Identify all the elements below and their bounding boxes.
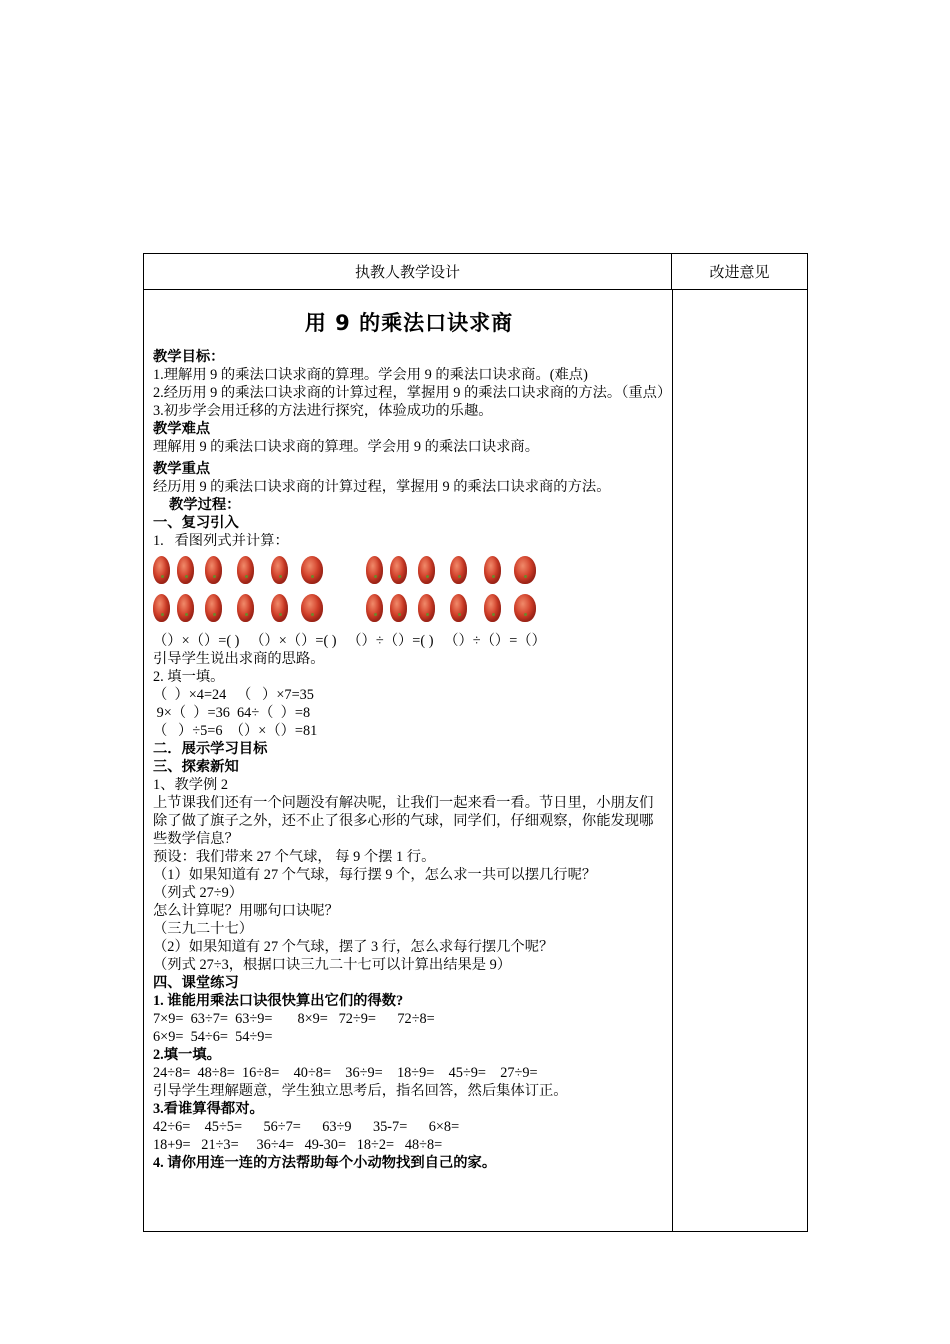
goal-item: 1.理解用 9 的乘法口诀求商的算理。学会用 9 的乘法口诀求商。(难点) [153,367,588,383]
practice-q1: 1. 谁能用乘法口诀很快算出它们的得数? [153,993,404,1009]
apple-icon [418,594,435,622]
practice-line: 18+9= 21÷3= 36÷4= 49-30= 18÷2= 48÷8= [153,1137,443,1153]
explore-line: （1）如果知道有 27 个气球，每行摆 9 个，怎么求一共可以摆几行呢？ [153,867,597,883]
apple-icon [205,556,222,584]
column-divider [672,290,673,1231]
practice-line: 6×9= 54÷6= 54÷9= [153,1029,273,1045]
apple-icon [366,556,383,584]
practice-line: 7×9= 63÷7= 63÷9= 8×9= 72÷9= 72÷8= [153,1011,435,1027]
section-practice: 四、课堂练习 [153,975,239,991]
apple-icon [205,594,222,622]
practice-q4: 4. 请你用连一连的方法帮助每个小动物找到自己的家。 [153,1155,497,1171]
apple-icon [366,594,383,622]
apple-icon [271,556,288,584]
example-heading: 1、教学例 2 [153,777,229,793]
explore-line: 预设：我们带来 27 个气球， 每 9 个摆 1 行。 [153,849,436,865]
section-review: 一、复习引入 [153,515,239,531]
lesson-plan-table [143,253,808,1232]
fill-line: （ ）×4=24 （ ）×7=35 [153,687,314,703]
header-teacher-design: 执教人教学设计 [144,254,672,290]
keypoint-heading: 教学重点 [153,461,211,477]
apple-icon [450,556,467,584]
apple-icon [301,556,323,584]
practice-guide: 引导学生理解题意，学生独立思考后，指名回答，然后集体订正。 [153,1083,568,1099]
apple-icon [450,594,467,622]
apples-row-top [153,556,665,586]
apple-icon [153,556,170,584]
explore-line: （列式 27÷3，根据口诀三九二十七可以计算出结果是 9） [153,957,512,973]
apple-icon [484,556,501,584]
apple-icon [237,556,254,584]
practice-line: 24÷8= 48÷8= 16÷8= 40÷8= 36÷9= 18÷9= 45÷9= 27÷9= [153,1065,538,1081]
practice-q3: 3.看谁算得都对。 [153,1101,264,1117]
section-goals: 二．展示学习目标 [153,741,268,757]
review-item-1: 1. 看图列式并计算： [153,533,289,549]
difficulty-heading: 教学难点 [153,421,211,437]
keypoint-text: 经历用 9 的乘法口诀求商的计算过程，掌握用 9 的乘法口诀求商的方法。 [153,479,611,495]
apple-icon [390,556,407,584]
practice-line: 42÷6= 45÷5= 56÷7= 63÷9 35-7= 6×8= [153,1119,460,1135]
goal-item: 3.初步学会用迁移的方法进行探究，体验成功的乐趣。 [153,403,493,419]
explore-paragraph: 上节课我们还有一个问题没有解决呢，让我们一起来看一看。节日里，小朋友们除了做了旗子之外，还不止了很多心形的气球，同学们，仔细观察，你能发现哪些数学信息？ [153,795,654,847]
header-improvement: 改进意见 [672,254,807,290]
apple-icon [514,594,536,622]
section-explore: 三、探索新知 [153,759,239,775]
apple-icon [177,594,194,622]
formula-line: （）×（）=( ) （）×（）=( ) （）÷（）=( ) （）÷（）=（） [153,633,546,649]
practice-q2: 2.填一填。 [153,1047,221,1063]
lesson-content [153,290,672,1172]
apple-icon [514,556,536,584]
fill-line: 9×（ ）=36 64÷（ ）=8 [153,705,311,721]
explore-line: （三九二十七） [153,921,254,937]
lesson-title: 用 9 的乘法口诀求商 [304,311,514,335]
guide-text: 引导学生说出求商的思路。 [153,651,325,667]
apple-icon [177,556,194,584]
apple-icon [271,594,288,622]
goals-heading: 教学目标： [153,349,225,365]
explore-line: 怎么计算呢？用哪句口诀呢？ [153,903,339,919]
apple-icon [418,556,435,584]
apple-icon [484,594,501,622]
explore-line: （列式 27÷9） [153,885,244,901]
process-heading: 教学过程： [169,497,241,513]
fill-line: （ ）÷5=6 （）×（）=81 [153,723,318,739]
apple-icon [390,594,407,622]
explore-line: （2）如果知道有 27 个气球，摆了 3 行，怎么求每行摆几个呢？ [153,939,554,955]
apple-icon [153,594,170,622]
review-item-2: 2. 填一填。 [153,669,225,685]
apple-icon [301,594,323,622]
goal-item: 2.经历用 9 的乘法口诀求商的计算过程，掌握用 9 的乘法口诀求商的方法。（重点） [153,385,672,401]
apple-icon [237,594,254,622]
apples-row-bottom [153,594,665,624]
difficulty-text: 理解用 9 的乘法口诀求商的算理。学会用 9 的乘法口诀求商。 [153,439,540,455]
